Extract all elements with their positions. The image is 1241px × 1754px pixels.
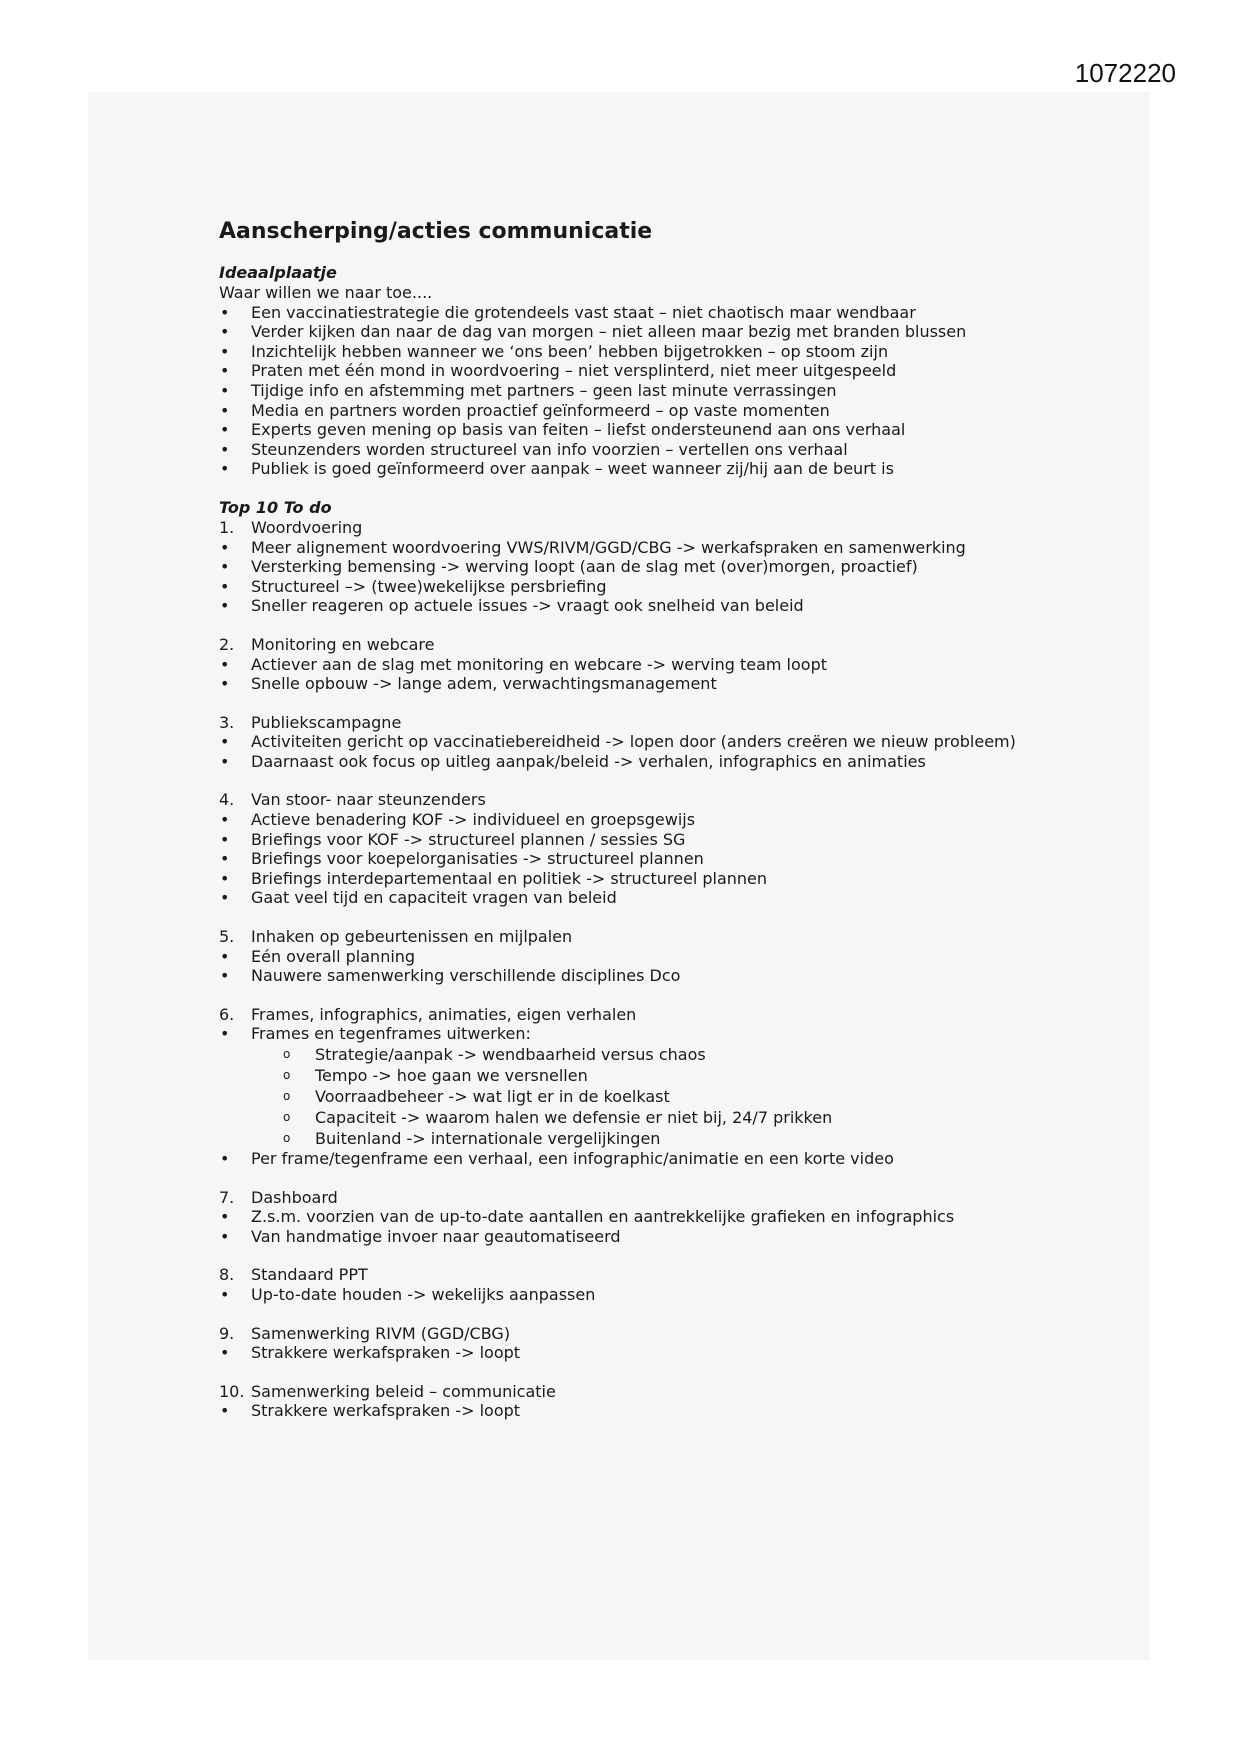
section-list — [219, 732, 1099, 771]
list-item: • Sneller reageren op actuele issues -> vraagt ook snelheid van beleid — [219, 596, 1099, 616]
list-item: • Briefings interdepartementaal en politiek -> structureel plannen — [219, 869, 1099, 889]
sub-list-item: o Buitenland -> internationale vergelijkingen — [283, 1128, 1099, 1149]
section-title — [219, 1324, 1099, 1344]
list-item: • Briefings voor koepelorganisaties -> structureel plannen — [219, 849, 1099, 869]
section-list — [219, 1207, 1099, 1246]
sub-list-item: o Strategie/aanpak -> wendbaarheid versus chaos — [283, 1044, 1099, 1065]
sub-list-item: o Tempo -> hoe gaan we versnellen — [283, 1065, 1099, 1086]
ideal-heading: Ideaalplaatje — [219, 263, 337, 282]
list-item: • Praten met één mond in woordvoering – niet versplinterd, niet meer uitgespeeld — [219, 361, 1099, 381]
section-title-text: Dashboard — [251, 1187, 338, 1207]
todo-section-7 — [219, 1188, 1099, 1247]
section-number: 9. — [219, 1323, 235, 1343]
list-item: • Media en partners worden proactief geïnformeerd – op vaste momenten — [219, 401, 1099, 421]
section-number: 2. — [219, 634, 235, 654]
section-number: 6. — [219, 1004, 235, 1024]
section-list — [219, 947, 1099, 986]
list-item: • Actiever aan de slag met monitoring en webcare -> werving team loopt — [219, 655, 1099, 675]
list-item: • Nauwere samenwerking verschillende disciplines Dco — [219, 966, 1099, 986]
todo-section-10 — [219, 1382, 1099, 1421]
section-list — [219, 538, 1099, 616]
list-item: • Strakkere werkafspraken -> loopt — [219, 1343, 1099, 1363]
list-item: • Steunzenders worden structureel van info voorzien – vertellen ons verhaal — [219, 440, 1099, 460]
ideal-intro: Waar willen we naar toe.... — [219, 283, 433, 302]
section-list — [219, 1401, 1099, 1421]
list-item: • Tijdige info en afstemming met partners – geen last minute verrassingen — [219, 381, 1099, 401]
list-item: • Activiteiten gericht op vaccinatiebereidheid -> lopen door (anders creëren we nieuw probleem) — [219, 732, 1099, 752]
section-title — [219, 1265, 1099, 1285]
list-item: • Actieve benadering KOF -> individueel en groepsgewijs — [219, 810, 1099, 830]
section-title-text: Samenwerking RIVM (GGD/CBG) — [251, 1323, 511, 1343]
sub-list-item: o Capaciteit -> waarom halen we defensie er niet bij, 24/7 prikken — [283, 1107, 1099, 1128]
section-number: 10. — [219, 1381, 245, 1401]
section-number: 1. — [219, 517, 235, 537]
list-item: • Eén overall planning — [219, 947, 1099, 967]
section-title — [219, 713, 1099, 733]
section-list — [219, 1149, 1099, 1169]
section-list — [219, 1285, 1099, 1305]
section-number: 8. — [219, 1265, 235, 1285]
section-number: 7. — [219, 1187, 235, 1207]
todo-section-9 — [219, 1324, 1099, 1363]
section-title — [219, 1382, 1099, 1402]
section-list — [219, 810, 1099, 908]
list-item: • Verder kijken dan naar de dag van morgen – niet alleen maar bezig met branden blussen — [219, 322, 1099, 342]
list-item: • Een vaccinatiestrategie die grotendeels vast staat – niet chaotisch maar wendbaar — [219, 303, 1099, 323]
section-title — [219, 790, 1099, 810]
section-title — [219, 1005, 1099, 1025]
section-title-text: Samenwerking beleid – communicatie — [251, 1381, 556, 1401]
list-item: • Publiek is goed geïnformeerd over aanpak – weet wanneer zij/hij aan de beurt is — [219, 459, 1099, 479]
todo-section-5 — [219, 927, 1099, 986]
frames-intro: Frames en tegenframes uitwerken: — [251, 1024, 531, 1044]
list-item: • Z.s.m. voorzien van de up-to-date aantallen en aantrekkelijke grafieken en infographics — [219, 1207, 1099, 1227]
section-title-text: Woordvoering — [251, 517, 363, 537]
frames-sublist — [283, 1044, 1099, 1149]
list-item: • Experts geven mening op basis van feiten – liefst ondersteunend aan ons verhaal — [219, 420, 1099, 440]
section-title-text: Inhaken op gebeurtenissen en mijlpalen — [251, 927, 573, 947]
todo-section-1 — [219, 518, 1099, 616]
section-title — [219, 1188, 1099, 1208]
sub-list-item: o Voorraadbeheer -> wat ligt er in de koelkast — [283, 1086, 1099, 1107]
section-title — [219, 518, 1099, 538]
todo-section-4 — [219, 790, 1099, 908]
list-item: • Per frame/tegenframe een verhaal, een infographic/animatie en een korte video — [219, 1149, 1099, 1169]
section-number: 5. — [219, 927, 235, 947]
list-item: • Daarnaast ook focus op uitleg aanpak/beleid -> verhalen, infographics en animaties — [219, 752, 1099, 772]
section-number: 4. — [219, 790, 235, 810]
document-content — [219, 218, 1099, 1421]
section-title — [219, 927, 1099, 947]
section-title-text: Publiekscampagne — [251, 712, 402, 732]
todo-section-8 — [219, 1265, 1099, 1304]
section-list — [219, 1024, 1099, 1044]
document-id: 1072220 — [1074, 58, 1176, 88]
section-title-text: Monitoring en webcare — [251, 634, 435, 654]
list-item — [219, 1024, 1099, 1044]
list-item: • Versterking bemensing -> werving loopt (aan de slag met (over)morgen, proactief) — [219, 557, 1099, 577]
section-list — [219, 1343, 1099, 1363]
page-title: Aanscherping/acties communicatie — [219, 219, 653, 244]
list-item: • Gaat veel tijd en capaciteit vragen van beleid — [219, 888, 1099, 908]
section-list — [219, 655, 1099, 694]
list-item: • Briefings voor KOF -> structureel plannen / sessies SG — [219, 830, 1099, 850]
list-item: • Snelle opbouw -> lange adem, verwachtingsmanagement — [219, 674, 1099, 694]
section-title — [219, 635, 1099, 655]
list-item: • Inzichtelijk hebben wanneer we ‘ons been’ hebben bijgetrokken – op stoom zijn — [219, 342, 1099, 362]
todo-section-3 — [219, 713, 1099, 772]
section-number: 3. — [219, 712, 235, 732]
list-item: • Strakkere werkafspraken -> loopt — [219, 1401, 1099, 1421]
section-title-text: Van stoor- naar steunzenders — [251, 790, 486, 810]
section-title-text: Frames, infographics, animaties, eigen verhalen — [251, 1004, 637, 1024]
todo-section-6 — [219, 1005, 1099, 1169]
list-item: • Meer alignement woordvoering VWS/RIVM/GGD/CBG -> werkafspraken en samenwerking — [219, 538, 1099, 558]
todo-heading: Top 10 To do — [219, 497, 332, 517]
list-item: • Up-to-date houden -> wekelijks aanpassen — [219, 1285, 1099, 1305]
todo-section-2 — [219, 635, 1099, 694]
section-title-text: Standaard PPT — [251, 1265, 368, 1285]
ideal-list — [219, 303, 1099, 479]
list-item: • Structureel –> (twee)wekelijkse persbriefing — [219, 577, 1099, 597]
list-item: • Van handmatige invoer naar geautomatiseerd — [219, 1227, 1099, 1247]
